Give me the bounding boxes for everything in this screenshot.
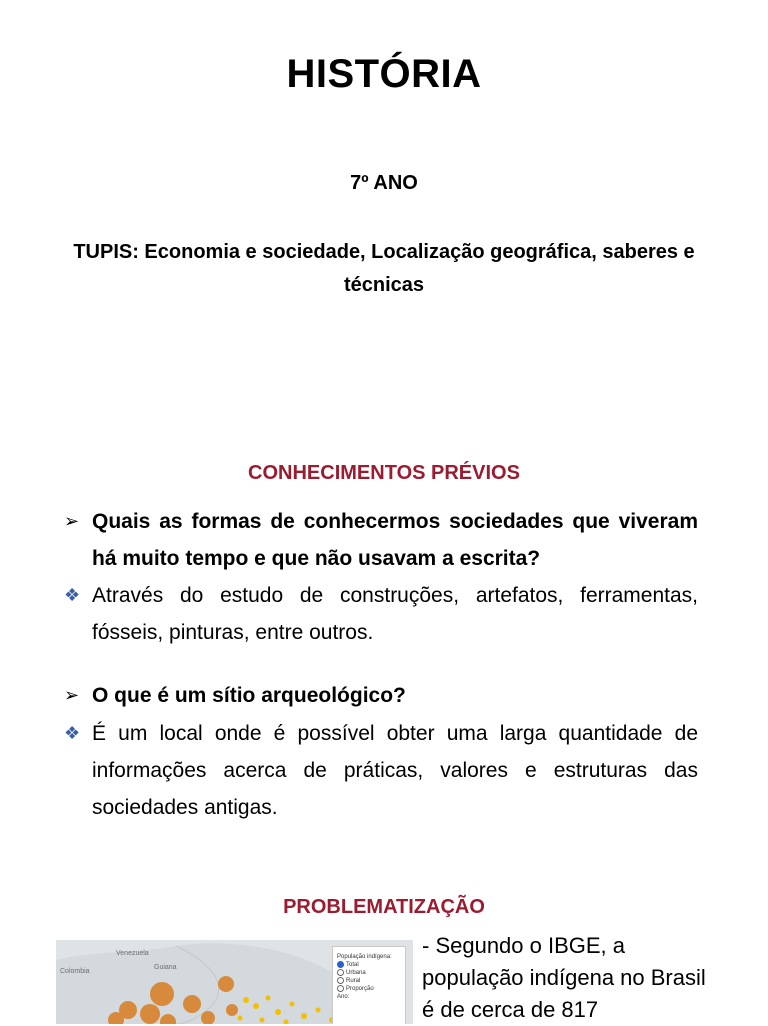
map-legend (332, 946, 406, 1024)
section-heading-problematization: PROBLEMATIZAÇÃO (283, 896, 485, 918)
population-circle (226, 1004, 238, 1016)
diamond-bullet-icon: ❖ (64, 585, 81, 605)
section-heading-prior-knowledge: CONHECIMENTOS PRÉVIOS (248, 462, 520, 484)
radio-icon[interactable] (337, 985, 344, 992)
answer-item (64, 577, 698, 651)
population-circle (183, 995, 201, 1013)
radio-icon[interactable] (337, 969, 344, 976)
population-circle (140, 1004, 160, 1024)
legend-year-label: Ano: (337, 994, 350, 1001)
page-title: HISTÓRIA (286, 52, 482, 96)
radio-icon[interactable] (337, 977, 344, 984)
problematization-text: - Segundo o IBGE, a população indígena no Brasil é de cerca de 817 (422, 933, 706, 1022)
map-label-colombia: Colombia (60, 968, 90, 975)
population-dot (316, 1008, 321, 1013)
legend-option[interactable]: Total (337, 961, 401, 969)
population-dot (290, 1002, 295, 1007)
diamond-bullet-icon: ❖ (64, 723, 81, 743)
answer-text: Através do estudo de construções, artefatos, ferramentas, fósseis, pinturas, entre outros. (92, 584, 698, 644)
population-circle (150, 982, 174, 1006)
population-dot (266, 996, 271, 1001)
grade-label: 7º ANO (350, 172, 418, 194)
population-dot (275, 1009, 281, 1015)
map-label-guiana: Guiana (154, 964, 177, 971)
population-dot (253, 1003, 259, 1009)
question-text: Quais as formas de conhecermos sociedades que viveram há muito tempo e que não usavam a escrita? (92, 510, 698, 570)
legend-option[interactable]: Rural (337, 977, 401, 985)
arrow-bullet-icon: ➢ (64, 685, 80, 705)
question-text: O que é um sítio arqueológico? (92, 684, 406, 707)
question-item (64, 677, 698, 714)
population-circle (218, 976, 234, 992)
indigenous-population-map (56, 940, 413, 1024)
population-dot (301, 1013, 307, 1019)
arrow-bullet-icon: ➢ (64, 511, 80, 531)
radio-selected-icon[interactable] (337, 961, 344, 968)
question-item (64, 503, 698, 577)
population-dot (260, 1018, 265, 1023)
population-dot (238, 1016, 243, 1021)
population-dot (243, 997, 249, 1003)
map-label-venezuela: Venezuela (116, 950, 149, 957)
answer-text: É um local onde é possível obter uma larga quantidade de informações acerca de práticas, valores e estruturas das sociedades antigas. (92, 722, 698, 819)
lesson-topic: TUPIS: Economia e sociedade, Localização geográfica, saberes e técnicas (73, 241, 695, 296)
answer-item (64, 715, 698, 826)
legend-option[interactable]: Proporção (337, 985, 401, 993)
legend-title: População indígena: (337, 954, 392, 960)
legend-option[interactable]: Urbana (337, 969, 401, 977)
